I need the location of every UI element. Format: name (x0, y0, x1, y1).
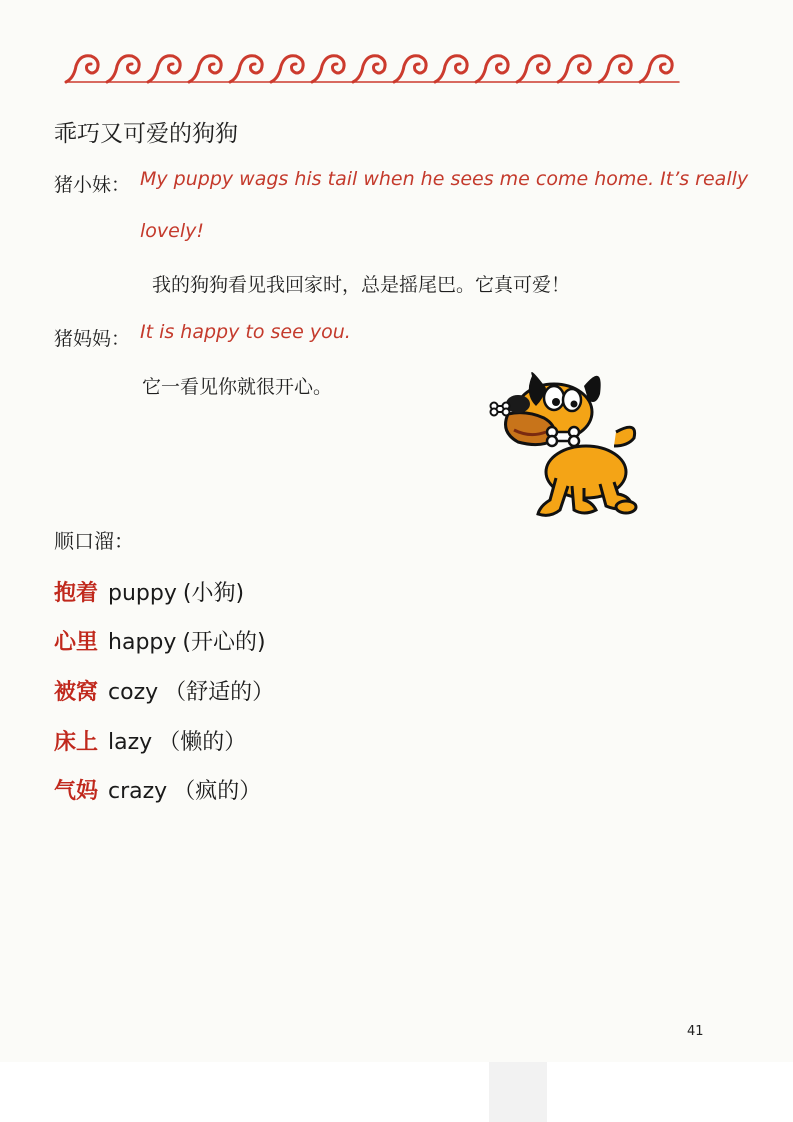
wave-curl (148, 56, 180, 82)
rhyme-line (54, 774, 261, 805)
rhyme-chinese: 心里 (54, 630, 99, 655)
rhyme-meaning: （懒的） (158, 730, 247, 755)
rhyme-line (54, 576, 244, 607)
wave-curl (640, 56, 672, 82)
rhyme-line (54, 675, 274, 706)
rhyme-chinese: 抱着 (54, 581, 99, 606)
wave-curl (353, 56, 385, 82)
rhyme-chinese: 被窝 (54, 680, 99, 705)
wave-curl (107, 56, 139, 82)
rhyme-english: lazy (108, 730, 153, 755)
wave-curl (599, 56, 631, 82)
english-line-1a: My puppy wags his tail when he sees me come home. It’s really (140, 168, 749, 190)
speaker-pig-mother: 猪妈妈： (54, 328, 131, 350)
speaker-pig-sister: 猪小妹： (54, 174, 131, 196)
bottom-margin (0, 1062, 793, 1122)
english-line-2: It is happy to see you. (140, 321, 351, 343)
rhyme-meaning: （舒适的） (164, 680, 275, 705)
cartoon-dog-illustration (488, 360, 648, 525)
wave-curl (435, 56, 467, 82)
rhyme-heading: 顺口溜： (54, 529, 134, 553)
english-line-1b: lovely! (140, 220, 204, 242)
wave-curl (517, 56, 549, 82)
chinese-line-2: 它一看见你就很开心。 (142, 376, 333, 398)
wave-curl (394, 56, 426, 82)
wave-curl (230, 56, 262, 82)
wave-curl (558, 56, 590, 82)
page-number: 41 (687, 1024, 704, 1039)
rhyme-meaning: （疯的） (173, 779, 262, 804)
dialogue-title: 乖巧又可爱的狗狗 (54, 121, 238, 147)
rhyme-english: cozy (108, 680, 159, 705)
rhyme-meaning: (开心的) (182, 630, 266, 655)
bottom-tab (489, 1062, 547, 1122)
rhyme-chinese: 气妈 (54, 779, 99, 804)
wave-ornament-border (64, 48, 696, 88)
wave-curl (476, 56, 508, 82)
rhyme-english: puppy (108, 581, 177, 606)
rhyme-meaning: (小狗) (182, 581, 245, 606)
rhyme-english: crazy (108, 779, 168, 804)
rhyme-chinese: 床上 (54, 730, 99, 755)
rhyme-english: happy (108, 630, 177, 655)
wave-curl (189, 56, 221, 82)
wave-curl (312, 56, 344, 82)
chinese-line-1: 我的狗狗看见我回家时，总是摇尾巴。它真可爱！ (152, 274, 571, 296)
wave-curl (66, 56, 98, 82)
rhyme-line (54, 725, 246, 756)
wave-curl (271, 56, 303, 82)
rhyme-line (54, 625, 266, 656)
